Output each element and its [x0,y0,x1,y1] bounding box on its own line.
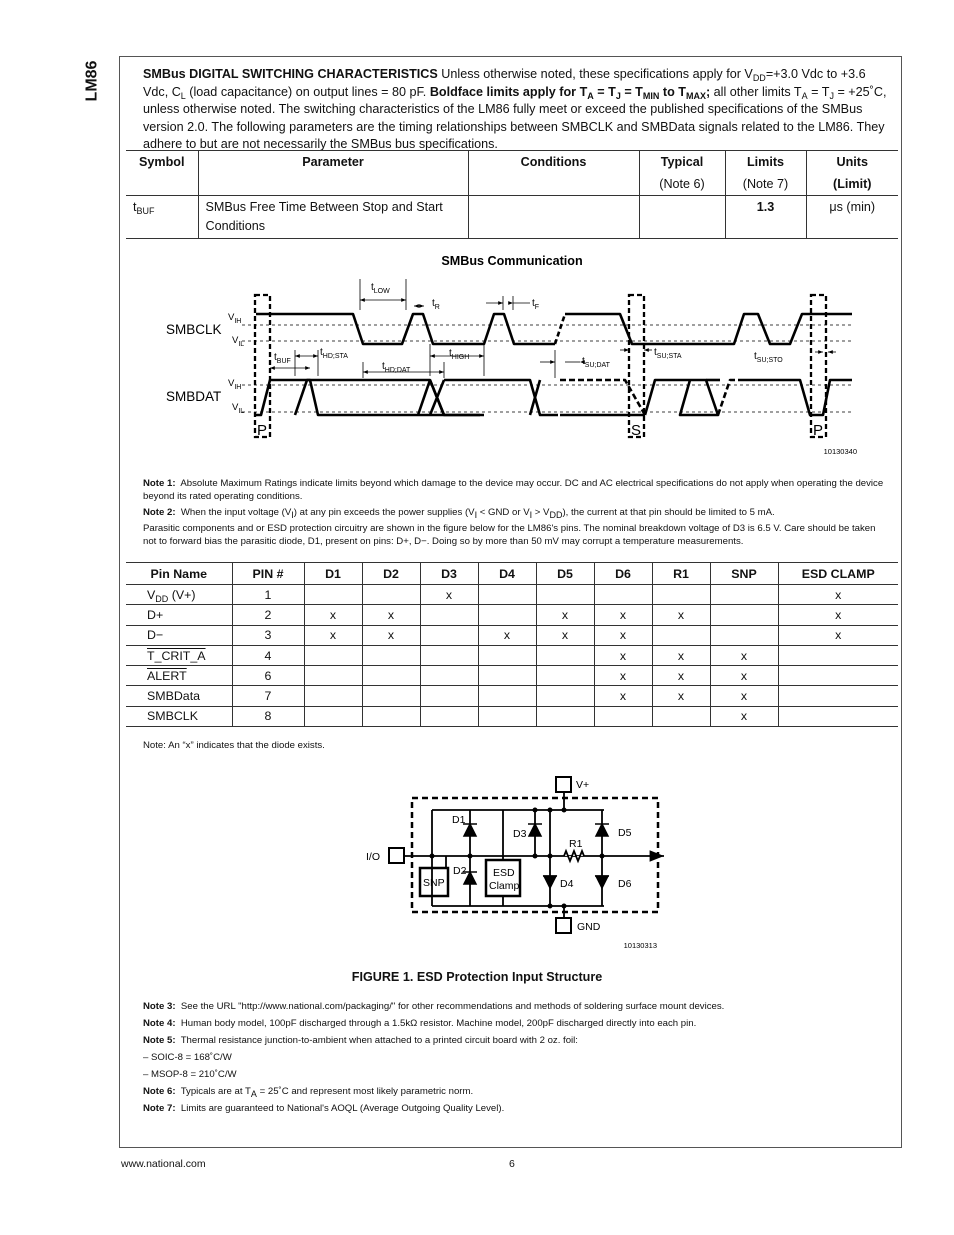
pin-name: SMBCLK [126,706,232,726]
pin-header-r1: R1 [652,563,710,585]
spec-subheader-typical: (Note 6) [639,173,725,196]
smbus-timing-diagram [160,252,870,462]
pin-header-pin: PIN # [232,563,304,585]
io-label: I/O [366,851,381,863]
pin-header-d2: D2 [362,563,420,585]
svg-text:tBUF: $t_{BUF}$ [274,352,291,365]
vplus-label: V+ [576,779,590,791]
note-5: Note 5: Thermal resistance junction-to-ambient when attached to a printed circuit board with 2 oz. foil: [143,1035,578,1046]
note-5-soic: – SOIC-8 = 168˚C/W [143,1052,232,1063]
smbclk-label: SMBCLK [166,322,222,337]
spec-header-units: Units [806,151,898,174]
footer-page-number: 6 [509,1158,515,1170]
figure-caption: FIGURE 1. ESD Protection Input Structure [351,970,603,984]
svg-text:tLOW: $t_{LOW}$ [371,282,390,295]
spec-symbol: $t_{BUF}$ [126,196,198,239]
note-7: Note 7: Limits are guaranteed to National's AOQL (Average Outgoing Quality Level). [143,1103,505,1114]
svg-text:tHD;DAT: $t_{HD;DAT}$ [382,361,411,374]
table-row: T_CRIT_A 4 x x x [126,645,898,665]
table-row: D− 3 x x x x x x [126,625,898,645]
spec-typical [639,196,725,239]
table-row: $V_{DD}$ (V+) 1 x x [126,585,898,605]
spec-conditions [468,196,639,239]
note-5-msop: – MSOP-8 = 210˚C/W [143,1069,237,1080]
pin-header-name: Pin Name [126,563,232,585]
part-number-side-title: LM86 [83,60,101,102]
pin-header-d3: D3 [420,563,478,585]
svg-text:tSU;DAT: $t_{SU;DAT}$ [582,356,610,369]
spec-limits: 1.3 [725,196,806,239]
svg-text:tF: $t_F$ [532,298,540,311]
spec-header-symbol: Symbol [126,151,198,174]
notes-bottom [143,1000,891,1119]
svg-text:tHIGH: $t_{HIGH}$ [449,348,470,361]
svg-text:VIL: $V_{IL}$ [232,335,245,348]
parasitic-note: Parasitic components and or ESD protection circuitry are shown in the figure below for the LM86's pins. The nominal breakdown voltage of D3 is 6.5 V. Care should be taken not to forward bias the parasitic diode, D1, present on pins: D+, D−. Doing so by more than 50 mV may corrupt a temperature measurements. [143,523,876,547]
start-label-s: S [631,422,642,439]
spec-subheader-units: (Limit) [806,173,898,196]
snp-block-label: SNP [423,877,445,889]
pin-header-esd-clamp: ESD CLAMP [778,563,898,585]
spec-subheader-limits: (Note 7) [725,173,806,196]
stop-label-p1: P [257,422,268,439]
svg-text:VIH: $V_{IH}$ [228,312,242,325]
pin-name: SMBData [126,686,232,706]
smbdat-label: SMBDAT [166,389,222,404]
spec-header-parameter: Parameter [198,151,468,174]
table-row: SMBCLK 8 x [126,706,898,726]
esd-figure-id: 10130313 [623,941,657,950]
pin-header-d1: D1 [304,563,362,585]
spec-parameter: SMBus Free Time Between Stop and Start Conditions [198,196,468,239]
esd-block-label: ESD [493,867,515,879]
pin-name: D− [126,625,232,645]
note-4: Note 4: Human body model, 100pF discharged through a 1.5kΩ resistor. Machine model, 200pF discharged directly into each pin. [143,1018,697,1029]
svg-text:D6: D6 [618,878,632,890]
footer-website[interactable]: www.national.com [121,1158,206,1170]
spec-header-limits: Limits [725,151,806,174]
svg-text:D1: D1 [452,814,466,826]
gnd-label: GND [577,921,601,933]
note-2: Note 2: When the input voltage $(V_I)$ at any pin exceeds the power supplies ($V_I$ < GND or $V_I > V_{DD}$), the current at that pin should be limited to 5 mA. [143,507,775,520]
svg-text:R1: R1 [569,838,583,850]
table-row: SMBData 7 x x x [126,686,898,706]
note-1: Note 1: Absolute Maximum Ratings indicate limits beyond which damage to the device may occur. DC and AC electrical specifications do not apply when operating the device beyond its rated operating conditions. [143,478,884,502]
pin-name: D+ [126,605,232,625]
table-row: D+ 2 x x x x x x [126,605,898,625]
svg-text:tSU;STO: $t_{SU;STO}$ [754,351,783,364]
spec-table [126,150,898,239]
pin-name: $V_{DD}$ (V+) [126,585,232,605]
clamp-block-label: Clamp [489,880,520,892]
stop-label-p2: P [813,422,824,439]
svg-text:D2: D2 [453,865,467,877]
pin-header-d5: D5 [536,563,594,585]
svg-text:D5: D5 [618,827,632,839]
pin-header-snp: SNP [710,563,778,585]
spec-header-conditions: Conditions [468,151,639,174]
switching-characteristics-intro: SMBus DIGITAL SWITCHING CHARACTERISTICS Unless otherwise noted, these specifications apply for $V_{DD}=+3.0$ Vdc to +3.6 Vdc, $C_L$ (load capacitance) on output lines = 80 pF. Boldface limits apply for $T_A = T_J = T_{MIN}$ to $T_{MAX}$; all other limits $T_A = T_J$ = +25˚C, unless otherwise noted. The switching characteristics of the LM86 fully meet or exceed the published specifications of the SMBus version 2.0. The following parameters are the timing relationships between SMBCLK and SMBData signals related to the LM86. They adhere to but are not necessarily the SMBus bus specifications. [143,67,887,151]
pin-table [126,562,898,727]
svg-text:D3: D3 [513,828,527,840]
svg-text:tSU;STA: $t_{SU;STA}$ [654,347,682,360]
pin-header-d6: D6 [594,563,652,585]
table-row: ALERT 6 x x x [126,666,898,686]
svg-text:VIH: $V_{IH}$ [228,378,242,391]
svg-text:tHD;STA: $t_{HD;STA}$ [320,347,348,360]
note-6: Note 6: Typicals are at $T_A$ = 25˚C and represent most likely parametric norm. [143,1086,474,1099]
svg-text:D4: D4 [560,878,574,890]
pin-header-d4: D4 [478,563,536,585]
timing-figure-id: 10130340 [823,447,857,456]
svg-text:tR: $t_R$ [432,298,440,311]
pin-table-note: Note: An “x” indicates that the diode exists. [143,740,325,751]
table-row [126,196,898,239]
smbclk-waveform [256,314,852,344]
notes-top [143,477,891,551]
esd-protection-schematic [360,772,670,957]
timing-diagram-title: SMBus Communication [441,254,583,268]
spec-units: μs (min) [806,196,898,239]
svg-text:VIL: $V_{IL}$ [232,402,245,415]
pin-name: ALERT [126,666,232,686]
spec-header-typical: Typical [639,151,725,174]
note-3: Note 3: See the URL "http://www.national.com/packaging/" for other recommendations and methods of soldering surface mount devices. [143,1001,725,1012]
pin-name: T_CRIT_A [126,645,232,665]
